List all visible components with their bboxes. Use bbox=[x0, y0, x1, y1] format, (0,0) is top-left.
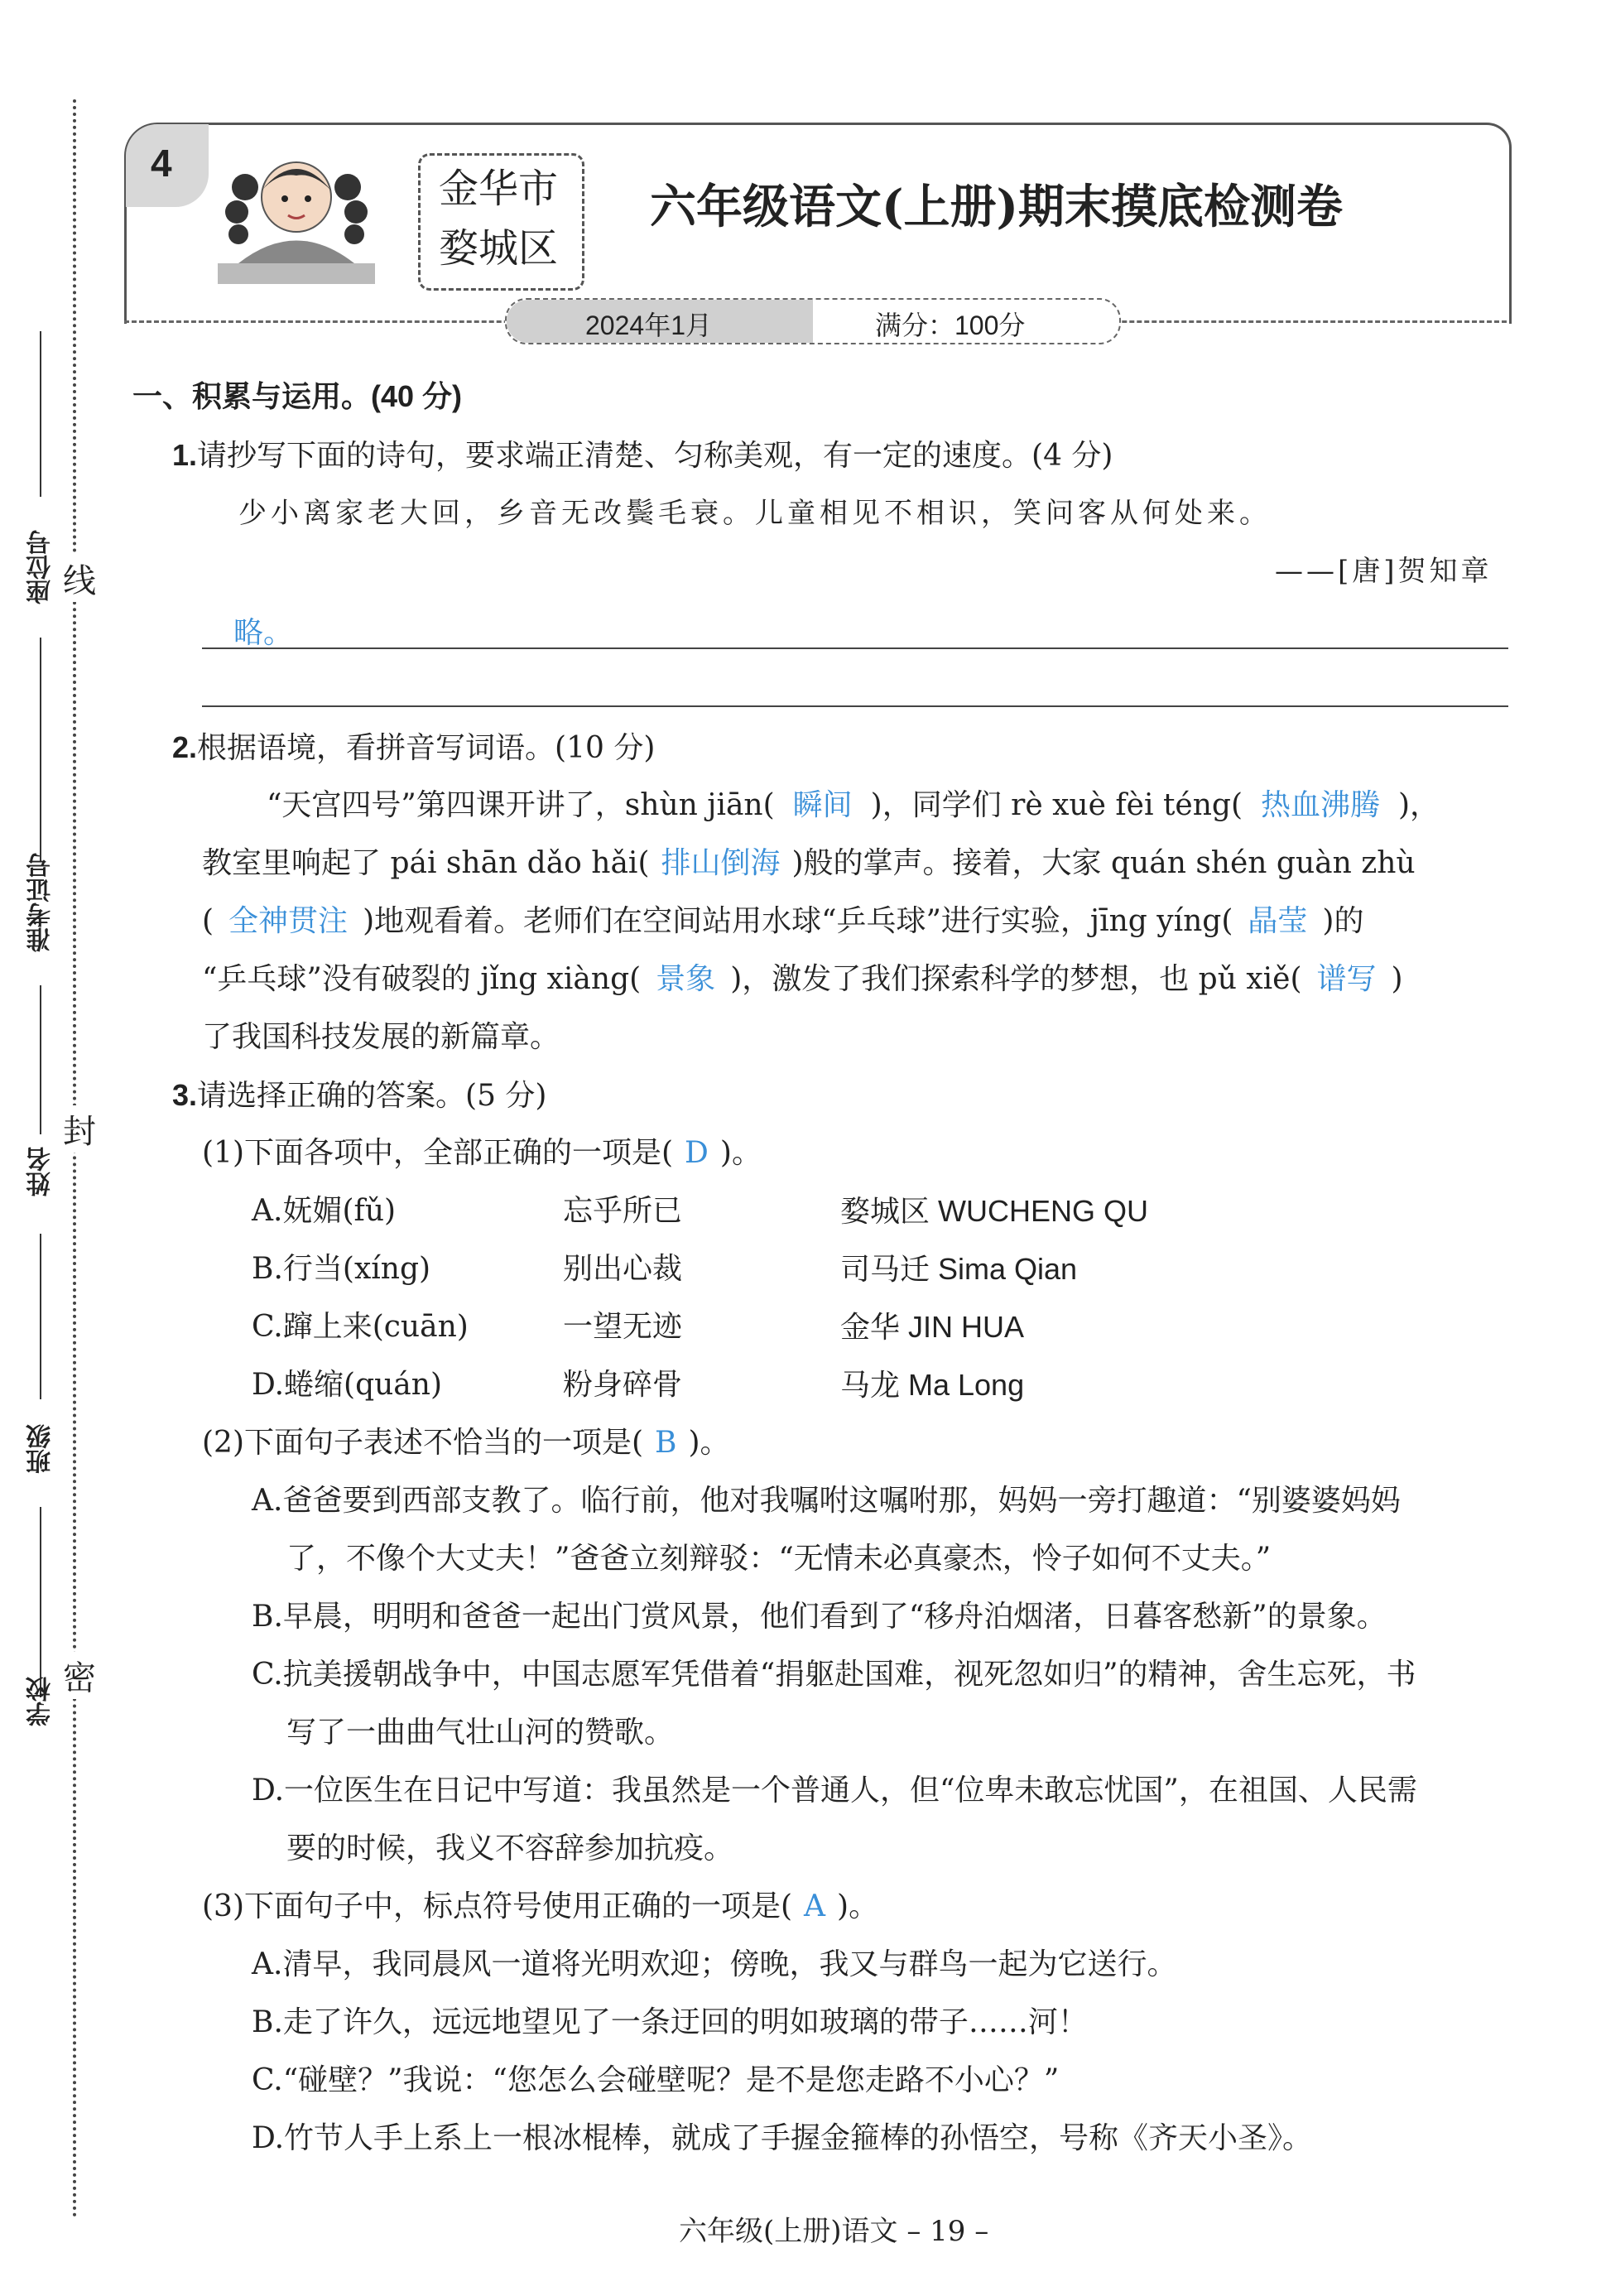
q2-text: )的 bbox=[1322, 904, 1364, 938]
q2-text: “天宫四号”第四课开讲了，shùn jiān( bbox=[267, 788, 775, 822]
q3-2-option-c-cont: 写了一曲曲气壮山河的赞歌。 bbox=[286, 1716, 675, 1750]
cut-mark-seal: 封 bbox=[63, 1105, 96, 1153]
q3-3-option-d[interactable]: D.竹节人手上系上一根冰棍棒，就成了手握金箍棒的孙悟空，号称《齐天小圣》。 bbox=[252, 2121, 1313, 2155]
cut-line bbox=[73, 99, 76, 2219]
q2-answer-blank[interactable]: 全神贯注 bbox=[228, 904, 349, 938]
q2-text: “乒乓球”没有破裂的 jǐng xiàng( bbox=[202, 962, 642, 996]
q3-3-text: (3)下面句子中，标点符号使用正确的一项是( bbox=[202, 1889, 793, 1923]
seat-field[interactable] bbox=[40, 331, 41, 497]
q2-text: ( bbox=[202, 904, 214, 938]
option-idiom: 粉身碎骨 bbox=[563, 1368, 683, 1402]
q2-answer-blank[interactable]: 晶莹 bbox=[1248, 904, 1308, 938]
q3-2-answer[interactable]: B bbox=[655, 1426, 677, 1460]
option-label: C. bbox=[252, 1310, 283, 1344]
option-word: 妩媚(fǔ) bbox=[282, 1194, 397, 1228]
q2-line-4 bbox=[202, 951, 1403, 1008]
q2-text: )，同学们 rè xuè fèi téng( bbox=[870, 788, 1243, 822]
q3-1-option-a[interactable] bbox=[252, 1182, 396, 1240]
q3-3-answer[interactable]: A bbox=[804, 1889, 826, 1923]
q3-2-prompt bbox=[202, 1414, 730, 1472]
cut-mark-secret: 密 bbox=[63, 1652, 96, 1699]
option-idiom: 别出心裁 bbox=[563, 1252, 683, 1286]
q2-line-1 bbox=[267, 777, 1440, 835]
region-city: 金华市 bbox=[439, 167, 559, 211]
paper-number-tab bbox=[126, 124, 209, 207]
q3-3-option-b[interactable]: B.走了许久，远远地望见了一条迂回的明如玻璃的带子……河！ bbox=[252, 2005, 1088, 2039]
q3-3-text: )。 bbox=[837, 1889, 879, 1923]
exam-no-field[interactable] bbox=[40, 638, 41, 861]
seat-label: 座位号 bbox=[26, 530, 55, 604]
q3-1-option-d[interactable] bbox=[252, 1356, 442, 1414]
option-pinyin: 金华 JIN HUA bbox=[840, 1310, 1025, 1344]
q1-number: 1. bbox=[172, 438, 198, 472]
class-field[interactable] bbox=[40, 1234, 41, 1399]
q2-number: 2. bbox=[172, 730, 198, 764]
q2-answer-blank[interactable]: 热血沸腾 bbox=[1261, 788, 1381, 822]
q2 bbox=[172, 719, 655, 777]
q3-2-option-a[interactable]: A.爸爸要到西部支教了。临行前，他对我嘱咐这嘱咐那，妈妈一旁打趣道：“别婆婆妈妈 bbox=[252, 1484, 1401, 1518]
q2-text: )般的掌声。接着，大家 quán shén guàn zhù bbox=[791, 846, 1416, 880]
q2-text: )， bbox=[1398, 788, 1440, 822]
option-idiom: 一望无迹 bbox=[563, 1310, 683, 1344]
q3-2-text: (2)下面句子表述不恰当的一项是( bbox=[202, 1426, 644, 1460]
option-word: 行当(xíng) bbox=[282, 1252, 431, 1286]
page-title: 六年级语文(上册)期末摸底检测卷 bbox=[650, 180, 1343, 234]
option-label: B. bbox=[252, 1252, 283, 1286]
class-label: 班级 bbox=[26, 1424, 55, 1474]
page-footer: 六年级(上册)语文 – 19 – bbox=[679, 2215, 989, 2248]
name-label: 姓名 bbox=[26, 1147, 55, 1196]
paper-number: 4 bbox=[151, 142, 172, 185]
option-label: A. bbox=[252, 1194, 283, 1228]
q3-1-text: )。 bbox=[719, 1136, 762, 1170]
q2-line-3 bbox=[202, 893, 1363, 951]
q3-2-option-d[interactable]: D.一位医生在日记中写道：我虽然是一个普通人，但“位卑未敢忘忧国”，在祖国、人民需 bbox=[252, 1774, 1417, 1807]
exam-date: 2024年1月 bbox=[585, 310, 712, 340]
q1-writing-line-1[interactable] bbox=[202, 647, 1508, 649]
q1 bbox=[172, 426, 1113, 485]
girl-reading-illustration bbox=[214, 139, 379, 288]
q2-text: )，激发了我们探索科学的梦想，也 pǔ xiě( bbox=[730, 962, 1302, 996]
q3-2-option-c[interactable]: C.抗美援朝战争中，中国志愿军凭借着“捐躯赴国难，视死忽如归”的精神，舍生忘死，书 bbox=[252, 1658, 1416, 1692]
name-field[interactable] bbox=[40, 985, 41, 1134]
school-label: 学校 bbox=[26, 1677, 55, 1726]
option-pinyin: 司马迁 Sima Qian bbox=[840, 1252, 1078, 1286]
q2-prompt: 根据语境，看拼音写词语。(10 分) bbox=[197, 731, 656, 765]
full-score: 满分：100分 bbox=[875, 310, 1026, 340]
region-district: 婺城区 bbox=[439, 227, 559, 271]
q2-line-5: 了我国科技发展的新篇章。 bbox=[202, 1020, 560, 1054]
q3-2-option-b[interactable]: B.早晨，明明和爸爸一起出门赏风景，他们看到了“移舟泊烟渚，日暮客愁新”的景象。 bbox=[252, 1600, 1387, 1634]
school-field[interactable] bbox=[40, 1507, 41, 1697]
q3-2-text: )。 bbox=[688, 1426, 730, 1460]
q1-author: ——[唐]贺知章 bbox=[1275, 555, 1493, 588]
option-pinyin: 婺城区 WUCHENG QU bbox=[840, 1194, 1148, 1228]
q2-answer-blank[interactable]: 排山倒海 bbox=[661, 846, 781, 880]
q2-line-2 bbox=[202, 835, 1416, 893]
q1-prompt: 请抄写下面的诗句，要求端正清楚、匀称美观，有一定的速度。(4 分) bbox=[197, 439, 1113, 473]
q2-text: )地观看着。老师们在空间站用水球“乒乓球”进行实验，jīng yíng( bbox=[363, 904, 1233, 938]
q3-3-option-c[interactable]: C.“碰壁？”我说：“您怎么会碰壁呢？是不是您走路不小心？” bbox=[252, 2063, 1060, 2097]
q3-3-prompt bbox=[202, 1878, 878, 1936]
q3-2-option-a-cont: 了，不像个大丈夫！”爸爸立刻辩驳：“无情未必真豪杰，怜子如何不丈夫。” bbox=[286, 1542, 1272, 1576]
q2-text: 教室里响起了 pái shān dǎo hǎi( bbox=[202, 846, 650, 880]
q3 bbox=[172, 1066, 546, 1125]
q3-2-option-d-cont: 要的时候，我义不容辞参加抗疫。 bbox=[286, 1832, 734, 1865]
option-word: 蹿上来(cuān) bbox=[282, 1310, 469, 1344]
section-heading: 一、积累与运用。(40 分) bbox=[132, 379, 463, 413]
q3-1-prompt bbox=[202, 1124, 762, 1182]
q1-poem: 少小离家老大回，乡音无改鬓毛衰。儿童相见不相识，笑问客从何处来。 bbox=[238, 497, 1272, 530]
q3-1-text: (1)下面各项中，全部正确的一项是( bbox=[202, 1136, 674, 1170]
option-label: D. bbox=[252, 1368, 285, 1402]
q1-writing-line-2[interactable] bbox=[202, 705, 1508, 707]
q3-1-option-b[interactable] bbox=[252, 1240, 430, 1298]
q3-number: 3. bbox=[172, 1078, 198, 1112]
q3-1-option-c[interactable] bbox=[252, 1298, 469, 1356]
option-pinyin: 马龙 Ma Long bbox=[840, 1368, 1025, 1402]
exam-no-label: 准考证号 bbox=[26, 853, 55, 952]
q2-answer-blank[interactable]: 景象 bbox=[656, 962, 716, 996]
info-bar bbox=[505, 298, 1121, 344]
q3-prompt: 请选择正确的答案。(5 分) bbox=[197, 1079, 547, 1113]
region-box bbox=[418, 153, 584, 291]
option-idiom: 忘乎所已 bbox=[563, 1194, 683, 1228]
q2-answer-blank[interactable]: 瞬间 bbox=[792, 788, 853, 822]
q3-1-answer[interactable]: D bbox=[685, 1136, 709, 1170]
option-word: 蜷缩(quán) bbox=[284, 1368, 443, 1402]
cut-mark-line: 线 bbox=[63, 555, 96, 602]
q3-3-option-a[interactable]: A.清早，我同晨风一道将光明欢迎；傍晚，我又与群鸟一起为它送行。 bbox=[252, 1947, 1177, 1981]
q2-text: ) bbox=[1391, 962, 1403, 996]
q1-answer: 略。 bbox=[233, 616, 294, 650]
q2-answer-blank[interactable]: 谱写 bbox=[1316, 962, 1377, 996]
